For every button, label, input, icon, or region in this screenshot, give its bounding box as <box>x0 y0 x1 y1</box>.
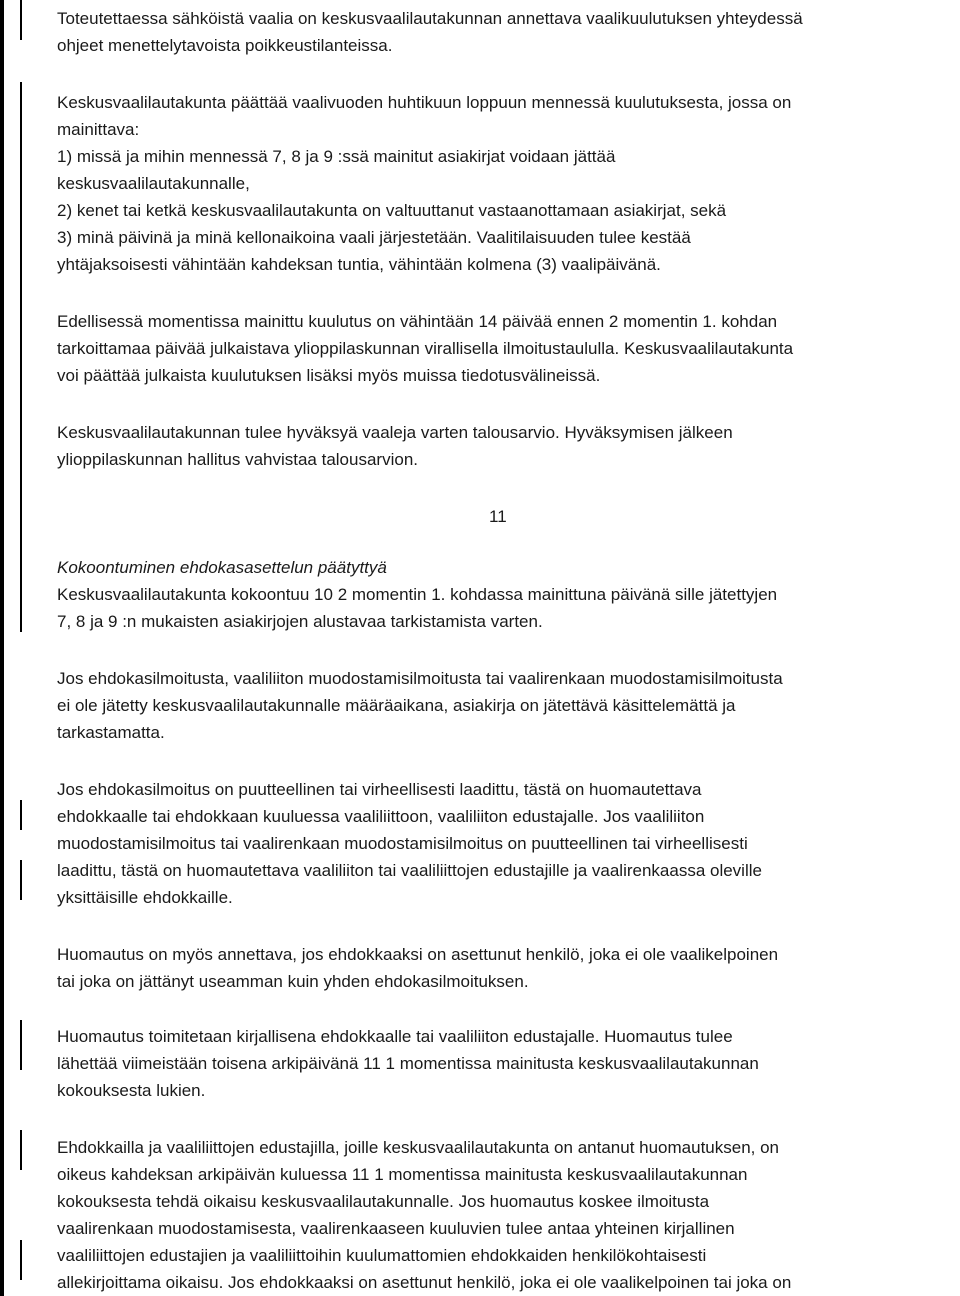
revision-bar <box>20 0 22 40</box>
text-line: 1) missä ja mihin mennessä 7, 8 ja 9 :ssä mainitut asiakirjat voidaan jättää <box>57 147 616 166</box>
text-line: yhtäjaksoisesti vähintään kahdeksan tuntia, vähintään kolmena (3) vaalipäivänä. <box>57 255 661 274</box>
section-heading: Kokoontuminen ehdokasasettelun päätyttyä <box>57 558 387 577</box>
text-line: Ehdokkailla ja vaaliliittojen edustajilla, joille keskusvaalilautakunta on antanut huomautuksen, on <box>57 1138 780 1157</box>
text-line: Huomautus toimitetaan kirjallisena ehdokkaalle tai vaaliliiton edustajalle. Huomautus tulee <box>57 1027 733 1046</box>
text-line: tai joka on jättänyt useamman kuin yhden ehdokasilmoituksen. <box>57 972 529 991</box>
text-line: 2) kenet tai ketkä keskusvaalilautakunta on valtuuttanut vastaanottamaan asiakirjat, sekä <box>57 201 727 220</box>
text-line: ohjeet menettelytavoista poikkeustilanteissa. <box>57 36 393 55</box>
text-line: 7, 8 ja 9 :n mukaisten asiakirjojen alustavaa tarkistamista varten. <box>57 612 543 631</box>
text-line: Jos ehdokasilmoitus on puutteellinen tai virheellisesti laadittu, tästä on huomautettava <box>57 780 702 799</box>
revision-bar <box>20 1020 22 1070</box>
text-line: kokouksesta lukien. <box>57 1081 206 1100</box>
text-line: 3) minä päivinä ja minä kellonaikoina vaali järjestetään. Vaalitilaisuuden tulee kestää <box>57 228 691 247</box>
text-line: ehdokkaalle tai ehdokkaan kuuluessa vaaliliittoon, vaaliliiton edustajalle. Jos vaaliliiton <box>57 807 705 826</box>
text-line: Keskusvaalilautakunta kokoontuu 10 2 momentin 1. kohdassa mainittuna päivänä sille jätettyjen <box>57 585 778 604</box>
text-line: mainittava: <box>57 120 140 139</box>
text-line: muodostamisilmoitus tai vaalirenkaan muodostamisilmoitus on puutteellinen tai virheellisesti <box>57 834 748 853</box>
revision-bar <box>20 82 22 632</box>
text-line: oikeus kahdeksan arkipäivän kuluessa 11 1 momentissa mainitusta keskusvaalilautakunnan <box>57 1165 748 1184</box>
text-line: Huomautus on myös annettava, jos ehdokkaaksi on asettunut henkilö, joka ei ole vaalikelpoinen <box>57 945 779 964</box>
text-line: Keskusvaalilautakunnan tulee hyväksyä vaaleja varten talousarvio. Hyväksymisen jälkeen <box>57 423 733 442</box>
revision-bar <box>20 800 22 830</box>
text-line: Edellisessä momentissa mainittu kuulutus on vähintään 14 päivää ennen 2 momentin 1. kohdan <box>57 312 778 331</box>
text-line: keskusvaalilautakunnalle, <box>57 174 250 193</box>
text-line: vaalirenkaan muodostamisesta, vaalirenkaaseen kuuluvien tulee antaa yhteinen kirjallinen <box>57 1219 735 1238</box>
revision-bar <box>20 1240 22 1280</box>
text-line: vaaliliittojen edustajien ja vaaliliittoihin kuulumattomien ehdokkaiden henkilökohtaisesti <box>57 1246 707 1265</box>
page-left-edge <box>0 0 4 1296</box>
text-line: tarkoittamaa päivää julkaistava ylioppilaskunnan virallisella ilmoitustaululla. Keskusvaalilautakunta <box>57 339 794 358</box>
text-line: allekirjoittama oikaisu. Jos ehdokkaaksi on asettunut henkilö, joka ei ole vaalikelpoinen tai joka on <box>57 1273 792 1292</box>
revision-bar <box>20 1130 22 1170</box>
text-line: Toteutettaessa sähköistä vaalia on keskusvaalilautakunnan annettava vaalikuulutuksen yhteydessä <box>57 9 803 28</box>
text-line: tarkastamatta. <box>57 723 165 742</box>
text-line: ylioppilaskunnan hallitus vahvistaa talousarvion. <box>57 450 418 469</box>
text-line: Jos ehdokasilmoitusta, vaaliliiton muodostamisilmoitusta tai vaalirenkaan muodostamisilmoitusta <box>57 669 783 688</box>
text-line: lähettää viimeistään toisena arkipäivänä 11 1 momentissa mainitusta keskusvaalilautakunnan <box>57 1054 759 1073</box>
text-line: laadittu, tästä on huomautettava vaaliliiton tai vaaliliittojen edustajille ja vaalirenkaassa oleville <box>57 861 762 880</box>
text-line: yksittäisille ehdokkaille. <box>57 888 233 907</box>
section-number: 11 <box>489 507 507 526</box>
text-line: kokouksesta tehdä oikaisu keskusvaalilautakunnalle. Jos huomautus koskee ilmoitusta <box>57 1192 710 1211</box>
revision-bar <box>20 860 22 900</box>
text-line: ei ole jätetty keskusvaalilautakunnalle määräaikana, asiakirja on jätettävä käsittelemättä ja <box>57 696 736 715</box>
text-line: Keskusvaalilautakunta päättää vaalivuoden huhtikuun loppuun mennessä kuulutuksesta, jossa on <box>57 93 792 112</box>
text-line: voi päättää julkaista kuulutuksen lisäksi myös muissa tiedotusvälineissä. <box>57 366 601 385</box>
